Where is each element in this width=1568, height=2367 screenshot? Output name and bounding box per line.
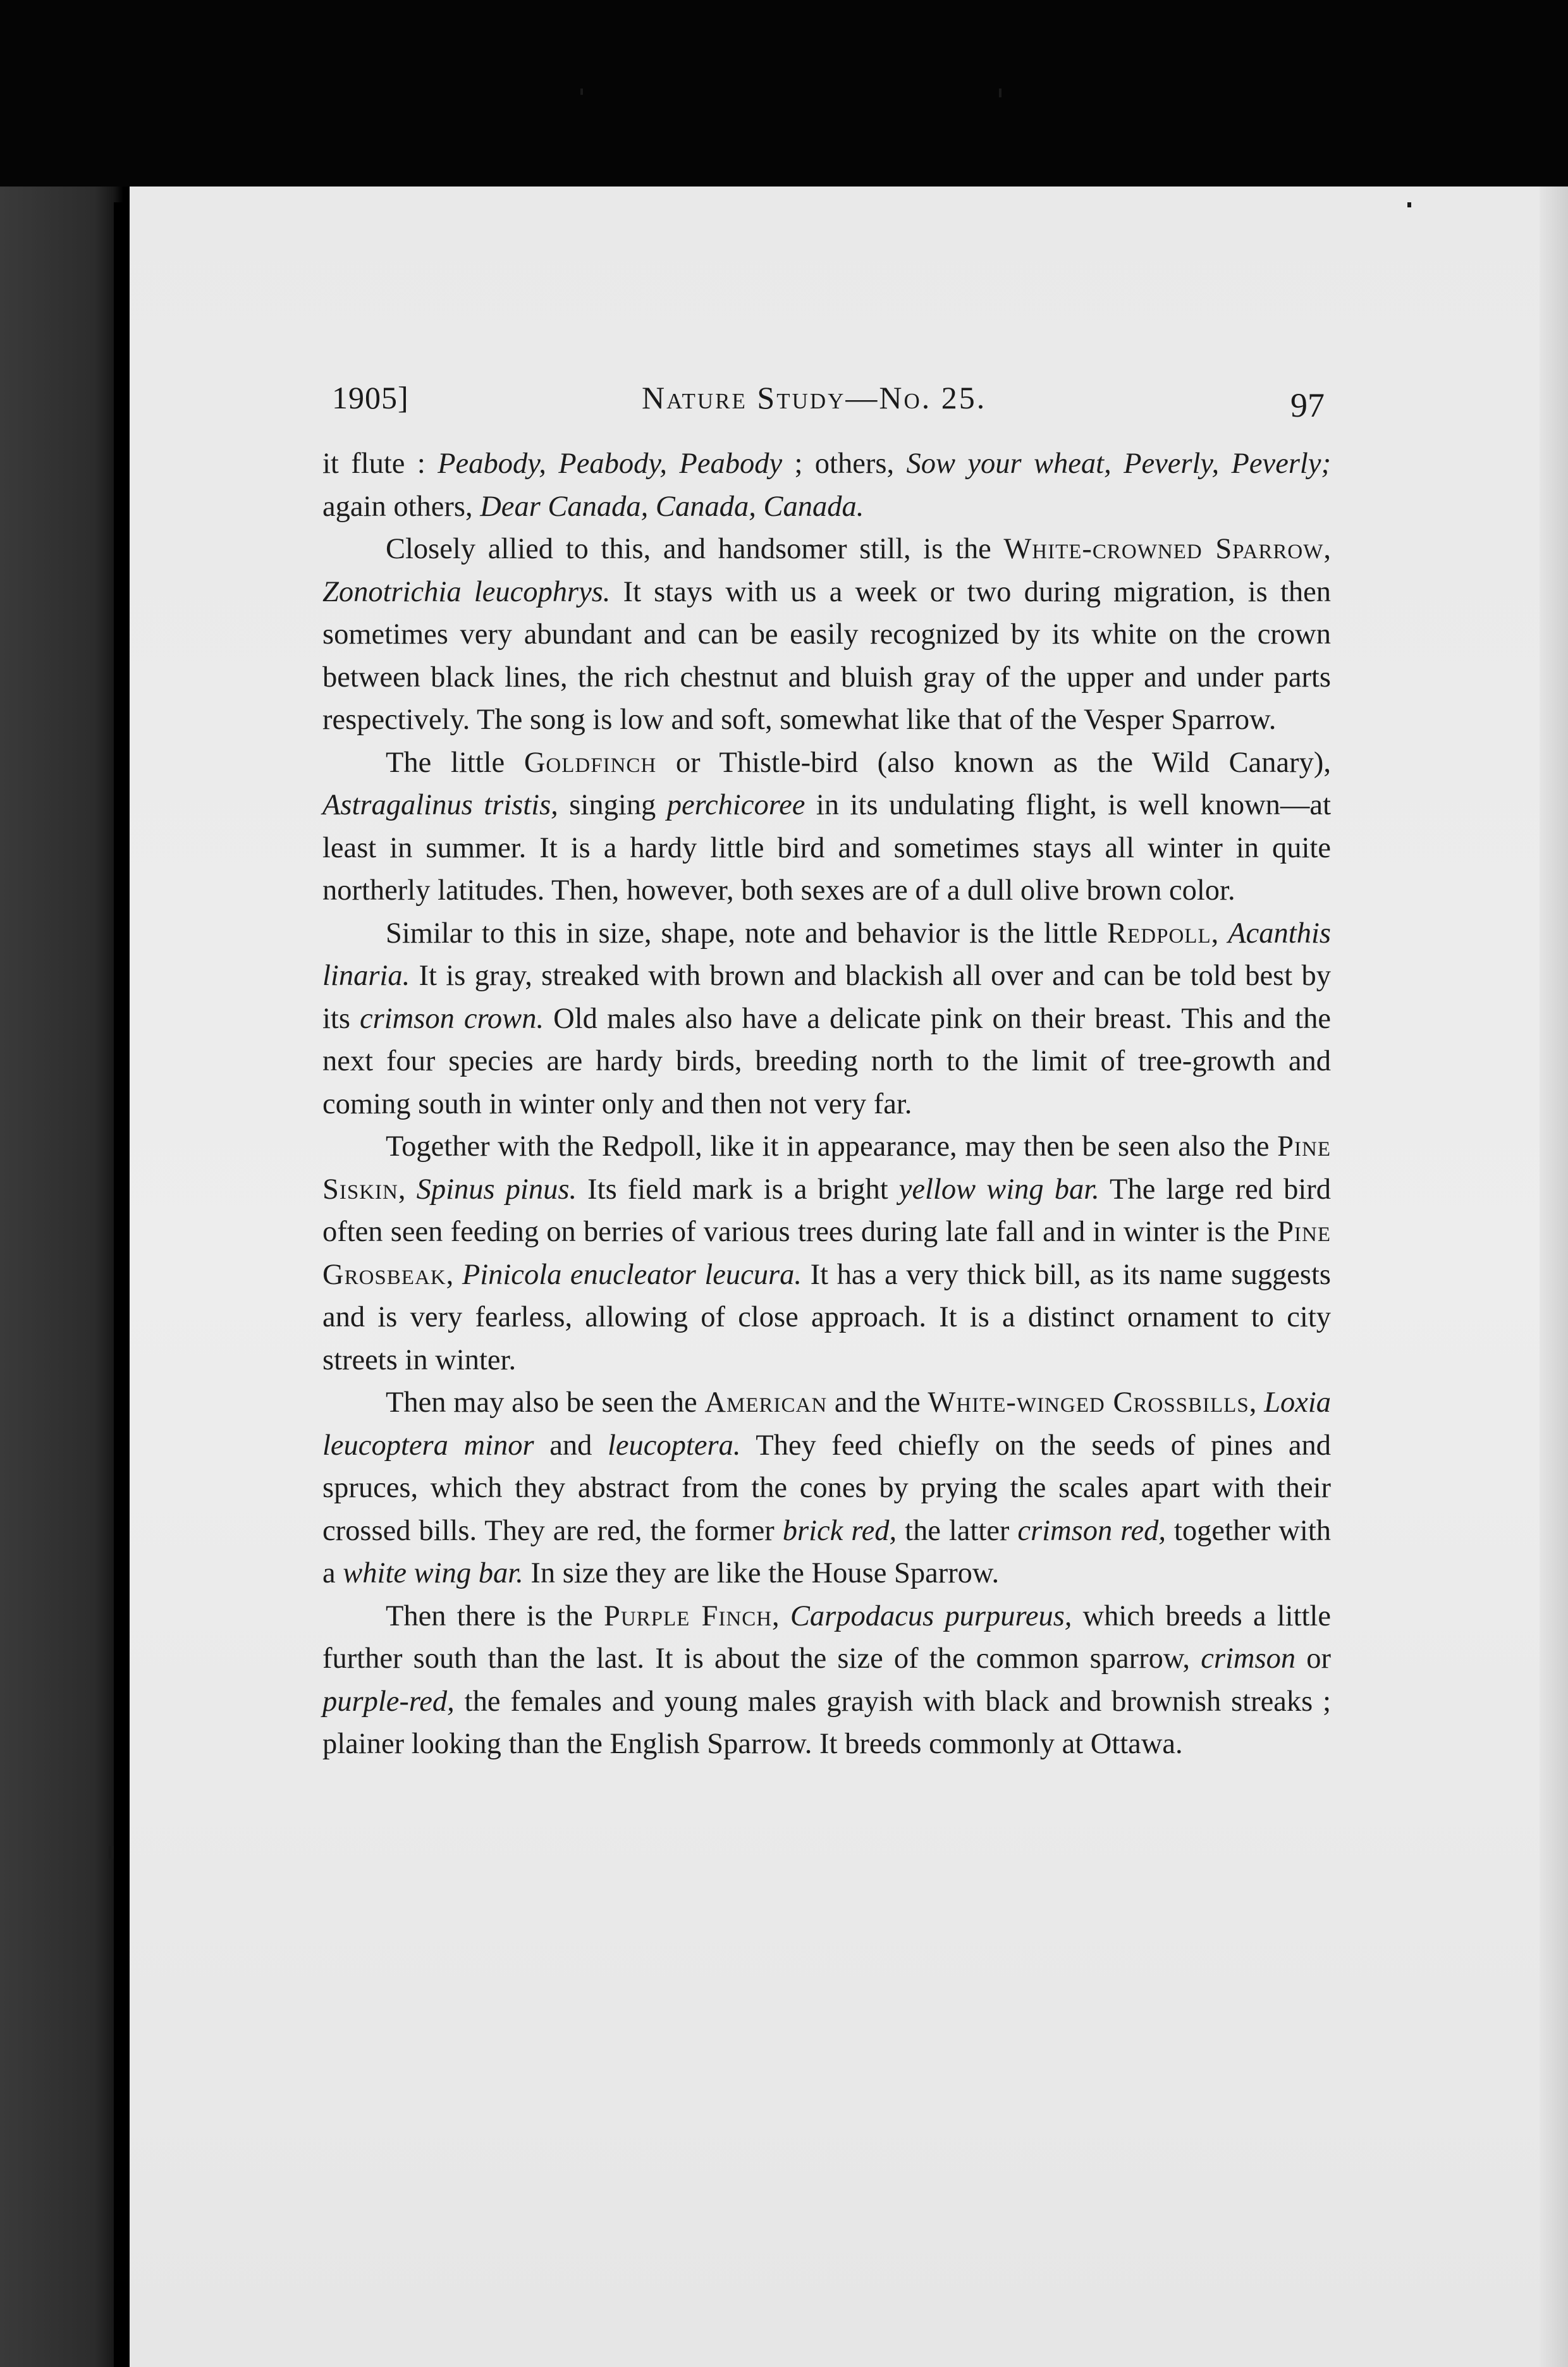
text-run: and	[534, 1429, 608, 1462]
paragraph	[322, 1125, 1331, 1381]
text-run: or Thistle-bird (also known as the Wild Canary),	[656, 746, 1332, 779]
text-run: Its field mark is a bright	[577, 1173, 899, 1206]
small-caps-name: White-crowned Sparrow	[1003, 533, 1324, 565]
body-text	[322, 443, 1331, 1766]
text-run: the latter	[897, 1514, 1018, 1547]
paragraph	[322, 742, 1331, 912]
text-run: or	[1295, 1642, 1331, 1675]
paragraph	[322, 1381, 1331, 1595]
italic-text: perchicoree	[666, 789, 805, 821]
small-caps-name: White-winged Crossbills	[928, 1386, 1249, 1419]
scan-speck	[580, 89, 583, 95]
italic-text: Sow your wheat, Peverly, Peverly;	[906, 448, 1331, 480]
italic-text: Carpodacus purpureus,	[790, 1599, 1072, 1632]
text-run: Then there is the	[386, 1599, 604, 1632]
paragraph	[322, 528, 1331, 742]
text-run: Then may also be seen the	[386, 1386, 705, 1419]
text-run: which breeds a little further south than the last. It is about the size of the common sparrow,	[322, 1599, 1331, 1675]
text-run: The little	[386, 746, 524, 779]
text-run: It is gray, streaked with brown and blackish all over and can be told best by its	[322, 960, 1331, 1035]
italic-text: Pinicola enucleator leucura.	[462, 1258, 802, 1291]
italic-text: crimson crown.	[360, 1002, 544, 1035]
small-caps-name: Purple Finch	[603, 1599, 773, 1632]
scan-speck	[109, 1846, 114, 1859]
text-run: In size they are like the House Sparrow.	[523, 1557, 1000, 1589]
page-edge-shadow	[1540, 187, 1568, 2367]
small-caps-name: Goldfinch	[524, 746, 657, 779]
text-run: ,	[446, 1258, 462, 1291]
small-caps-name: Pine Siskin	[322, 1130, 1331, 1206]
page-number: 97	[1290, 386, 1325, 424]
scan-speck	[1407, 202, 1411, 207]
text-run: in its undulating flight, is well known—at least in summer. It is a hardy little bird and sometimes stays all winter in quite northerly latitudes. Then, however, both sexes are of a dull olive brown color.	[322, 789, 1331, 907]
header-title: Nature Study—No. 25.	[642, 380, 987, 415]
italic-text: Acanthis linaria.	[322, 917, 1331, 992]
italic-text: Loxia leucoptera minor	[322, 1386, 1332, 1462]
running-header	[332, 379, 1325, 424]
text-run: together with a	[322, 1514, 1331, 1589]
paragraph	[322, 1595, 1331, 1766]
scan-dark-area	[0, 0, 1568, 187]
italic-text: Dear Canada, Canada, Canada.	[480, 490, 864, 523]
paragraph	[322, 912, 1331, 1126]
italic-text: Astragalinus tristis,	[322, 789, 558, 821]
small-caps-name: Pine Grosbeak	[322, 1216, 1331, 1291]
text-run: it flute :	[322, 448, 438, 480]
text-run: ,	[398, 1173, 417, 1206]
italic-text: leucoptera.	[607, 1429, 741, 1462]
header-year: 1905]	[332, 380, 409, 415]
italic-text: white wing bar.	[343, 1557, 524, 1589]
italic-text: Spinus pinus.	[416, 1173, 577, 1206]
text-run: singing	[558, 789, 667, 821]
italic-text: Peabody, Peabody, Peabody	[438, 448, 783, 480]
text-run: ,	[1211, 917, 1228, 950]
italic-text: yellow wing bar.	[898, 1173, 1099, 1206]
text-run: They feed chiefly on the seeds of pines and spruces, which they abstract from the cones by prying the scales apart with their crossed bills. They are red, the former	[322, 1429, 1332, 1547]
scan-speck	[999, 89, 1001, 97]
text-run: Together with the Redpoll, like it in appearance, may then be seen also the	[386, 1130, 1278, 1163]
paragraph	[322, 443, 1331, 528]
facing-page-edge	[0, 187, 130, 2367]
text-run: and the	[827, 1386, 928, 1419]
italic-text: purple-red,	[322, 1685, 455, 1718]
italic-text: brick red,	[782, 1514, 897, 1547]
text-run: the females and young males grayish with black and brownish streaks ; plainer looking than the English Sparrow. It breeds commonly at Ottawa.	[322, 1685, 1331, 1760]
text-run: ; others,	[782, 448, 907, 480]
italic-text: Zonotrichia leucophrys.	[322, 575, 611, 608]
small-caps-name: Redpoll	[1107, 917, 1211, 950]
text-run: ,	[772, 1599, 790, 1632]
text-run: Similar to this in size, shape, note and behavior is the little	[386, 917, 1108, 950]
text-run: ,	[1249, 1386, 1265, 1419]
text-run: It has a very thick bill, as its name suggests and is very fearless, allowing of close approach. It is a distinct ornament to city streets in winter.	[322, 1258, 1331, 1376]
text-run: It stays with us a week or two during migration, is then sometimes very abundant and can be easily recognized by its white on the crown between black lines, the rich chestnut and bluish gray of the upper and under parts respectively. The song is low and soft, somewhat like that of the Vesper Sparrow.	[322, 575, 1331, 736]
text-run: again others,	[322, 490, 481, 523]
binding-gutter	[114, 202, 124, 2367]
text-run: The large red bird often seen feeding on berries of various trees during late fall and in winter is the	[322, 1173, 1331, 1248]
text-run: Closely allied to this, and handsomer still, is the	[386, 533, 1004, 565]
italic-text: crimson	[1201, 1642, 1296, 1675]
italic-text: crimson red,	[1017, 1514, 1167, 1547]
text-run: Old males also have a delicate pink on their breast. This and the next four species are hardy birds, breeding north to the limit of tree-growth and coming south in winter only and then not very far.	[322, 1002, 1331, 1120]
small-caps-name: American	[704, 1386, 828, 1419]
text-run: ,	[1323, 533, 1331, 565]
